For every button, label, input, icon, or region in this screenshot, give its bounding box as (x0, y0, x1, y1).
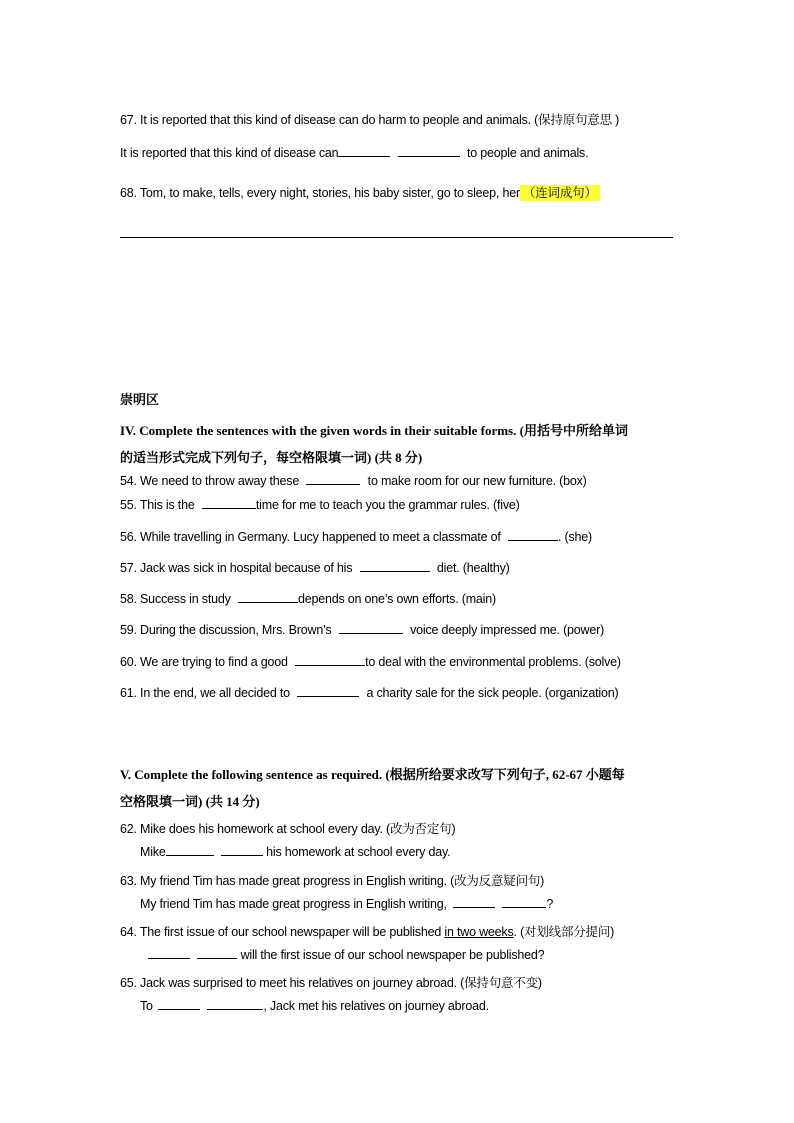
question-text: 57. Jack was sick in hospital because of his (120, 561, 353, 575)
answer-prefix: My friend Tim has made great progress in English writing, (140, 897, 447, 911)
question-text: voice deeply impressed me. (power) (410, 623, 605, 637)
q65-line: 65. Jack was surprised to meet his relatives on journey abroad. (保持句意不变) (120, 976, 542, 990)
question-text: 54. We need to throw away these (120, 474, 300, 488)
section5-heading: V. Complete the following sentence as required. (根据所给要求改写下列句子, 62-67 小题每 (120, 767, 625, 782)
answer-blank[interactable] (207, 999, 263, 1010)
q67-answer-suffix: to people and animals. (466, 146, 589, 160)
q65-answer-line (140, 999, 489, 1013)
answer-blank[interactable] (297, 686, 359, 697)
answer-blank[interactable] (339, 623, 403, 634)
question-text: . (she) (557, 530, 592, 544)
q64-line (120, 922, 614, 940)
q55-line (120, 498, 520, 512)
q68-hint-highlight: （连词成句） (520, 185, 600, 201)
question-text: 61. In the end, we all decided to (120, 686, 290, 700)
question-text: . (对划线部分提问) (513, 925, 615, 939)
question-text: 59. During the discussion, Mrs. Brown’s (120, 623, 332, 637)
section4-heading-cont: 的适当形式完成下列句子，每空格限填一词) (共 8 分) (120, 450, 423, 465)
q67-text: 67. It is reported that this kind of disease can do harm to people and animals. (120, 113, 531, 127)
answer-blank[interactable] (306, 474, 360, 485)
answer-blank[interactable] (197, 948, 237, 959)
q64-answer-line (140, 948, 544, 962)
q62-answer-line (140, 845, 450, 859)
q67-line (120, 110, 619, 128)
answer-suffix: his homework at school every day. (266, 845, 451, 859)
question-text: to make room for our new furniture. (box) (367, 474, 587, 488)
q68-line (120, 183, 600, 201)
answer-blank[interactable] (158, 999, 200, 1010)
answer-blank[interactable] (508, 530, 558, 541)
answer-blank[interactable] (221, 845, 263, 856)
section4-heading: IV. Complete the sentences with the given words in their suitable forms. (用括号中所给单词 (120, 423, 628, 438)
question-text: diet. (healthy) (436, 561, 510, 575)
question-text: depends on one’s own efforts. (main) (297, 592, 496, 606)
q67-answer-line (120, 146, 588, 160)
answer-suffix: , Jack met his relatives on journey abroad. (263, 999, 489, 1013)
q67-answer-prefix: It is reported that this kind of disease can (120, 146, 339, 160)
q56-line (120, 530, 592, 544)
answer-blank[interactable] (502, 897, 546, 908)
answer-prefix: To (140, 999, 153, 1013)
question-text: 56. While travelling in Germany. Lucy happened to meet a classmate of (120, 530, 501, 544)
answer-blank[interactable] (338, 146, 390, 157)
q68-answer-rule[interactable] (120, 237, 673, 238)
answer-blank[interactable] (148, 948, 190, 959)
answer-blank[interactable] (398, 146, 460, 157)
answer-blank[interactable] (360, 561, 430, 572)
answer-blank[interactable] (453, 897, 495, 908)
q63-answer-line (140, 897, 553, 911)
q68-text: 68. Tom, to make, tells, every night, stories, his baby sister, go to sleep, her (120, 186, 520, 200)
question-text: 58. Success in study (120, 592, 231, 606)
q67-hint: (保持原句意思 ) (534, 113, 620, 127)
q57-line (120, 561, 510, 575)
answer-suffix: will the first issue of our school newspaper be published? (240, 948, 545, 962)
q54-line (120, 474, 587, 488)
answer-blank[interactable] (166, 845, 214, 856)
answer-suffix: ? (546, 897, 554, 911)
question-text: a charity sale for the sick people. (organization) (366, 686, 619, 700)
section5-heading-cont: 空格限填一词) (共 14 分) (120, 794, 260, 809)
question-text: 55. This is the (120, 498, 195, 512)
question-text: 60. We are trying to find a good (120, 655, 288, 669)
q63-line: 63. My friend Tim has made great progress in English writing. (改为反意疑问句) (120, 874, 545, 888)
q62-line: 62. Mike does his homework at school every day. (改为否定句) (120, 822, 456, 836)
answer-blank[interactable] (238, 592, 298, 603)
question-text: 64. The first issue of our school newspaper will be published (120, 925, 442, 939)
answer-blank[interactable] (202, 498, 256, 509)
answer-prefix: Mike (140, 845, 166, 859)
q61-line (120, 686, 618, 700)
answer-blank[interactable] (295, 655, 365, 666)
question-text: time for me to teach you the grammar rules. (five) (255, 498, 520, 512)
q60-line (120, 655, 621, 669)
q59-line (120, 623, 604, 637)
district-label: 崇明区 (120, 392, 160, 407)
question-text: to deal with the environmental problems. (solve) (365, 655, 621, 669)
underlined-phrase: in two weeks (444, 925, 514, 939)
q58-line (120, 592, 496, 606)
